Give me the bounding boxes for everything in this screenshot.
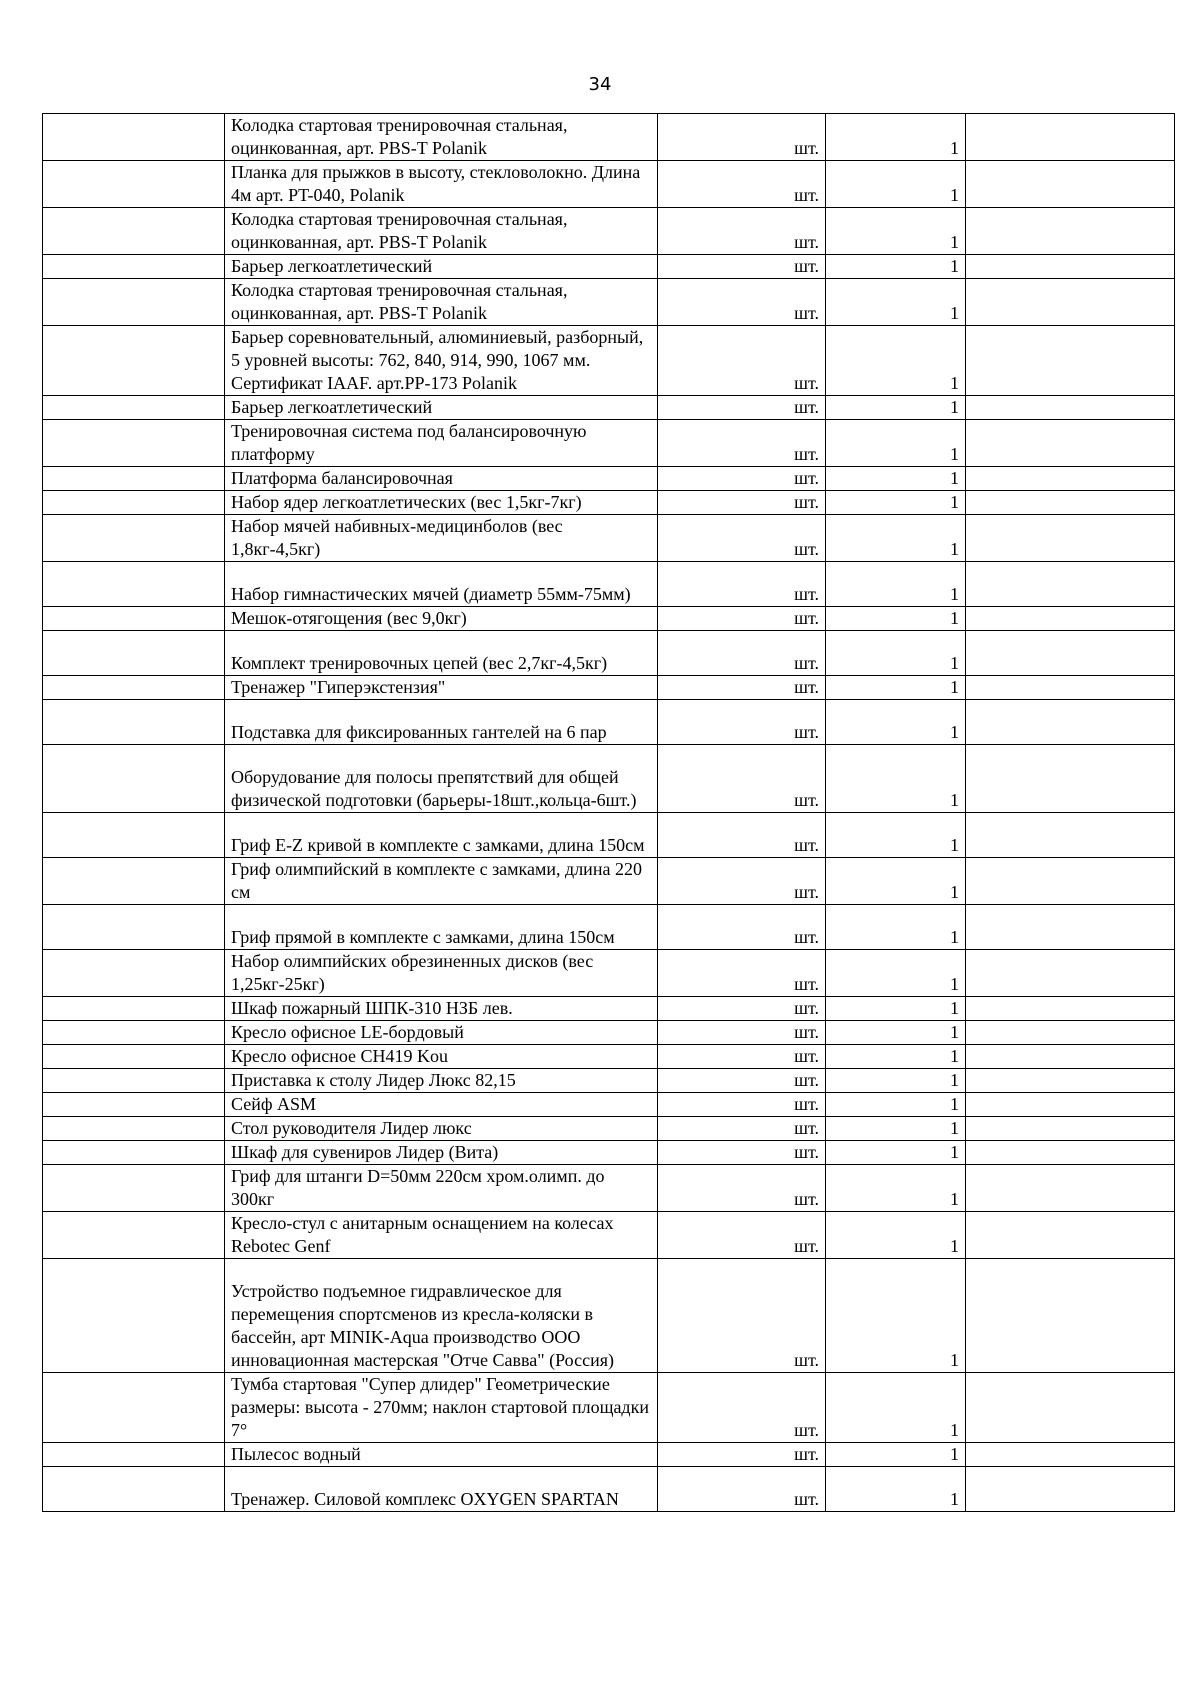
row-blank-cell [43,491,225,515]
row-extra-cell [966,396,1175,420]
item-qty-cell: 1 [826,1165,966,1212]
row-blank-cell [43,255,225,279]
item-name-cell: Тренировочная система под балансировочную платформу [225,420,658,467]
table-row [43,1045,1175,1069]
row-blank-cell [43,1212,225,1259]
item-qty-cell: 1 [826,161,966,208]
item-qty-cell: 1 [826,114,966,161]
row-blank-cell [43,997,225,1021]
item-unit-cell: шт. [658,631,826,676]
row-blank-cell [43,467,225,491]
item-qty-cell: 1 [826,1212,966,1259]
item-unit-cell: шт. [658,208,826,255]
item-name-cell: Набор гимнастических мячей (диаметр 55мм-75мм) [225,562,658,607]
item-unit-cell: шт. [658,745,826,813]
row-extra-cell [966,1165,1175,1212]
row-blank-cell [43,631,225,676]
item-unit-cell: шт. [658,1069,826,1093]
item-qty-cell: 1 [826,1093,966,1117]
table-row [43,1141,1175,1165]
item-name-cell: Набор ядер легкоатлетических (вес 1,5кг-7кг) [225,491,658,515]
row-blank-cell [43,208,225,255]
item-unit-cell: шт. [658,950,826,997]
item-name-cell: Тренажер "Гиперэкстензия" [225,676,658,700]
row-blank-cell [43,700,225,745]
row-extra-cell [966,950,1175,997]
item-qty-cell: 1 [826,700,966,745]
table-row [43,1259,1175,1373]
item-qty-cell: 1 [826,562,966,607]
row-extra-cell [966,813,1175,858]
item-name-cell: Комплект тренировочных цепей (вес 2,7кг-4,5кг) [225,631,658,676]
row-extra-cell [966,562,1175,607]
item-unit-cell: шт. [658,161,826,208]
row-blank-cell [43,1467,225,1512]
item-qty-cell: 1 [826,1373,966,1443]
item-qty-cell: 1 [826,208,966,255]
item-unit-cell: шт. [658,1093,826,1117]
item-unit-cell: шт. [658,420,826,467]
item-name-cell: Колодка стартовая тренировочная стальная, оцинкованная, арт. PBS-T Polanik [225,279,658,326]
row-extra-cell [966,676,1175,700]
item-name-cell: Гриф олимпийский в комплекте с замками, длина 220 см [225,858,658,905]
item-qty-cell: 1 [826,279,966,326]
item-name-cell: Гриф прямой в комплекте с замками, длина 150см [225,905,658,950]
item-unit-cell: шт. [658,515,826,562]
item-name-cell: Сейф ASM [225,1093,658,1117]
table-row [43,161,1175,208]
item-qty-cell: 1 [826,255,966,279]
table-row [43,1117,1175,1141]
inventory-table-body [43,114,1175,1512]
row-extra-cell [966,491,1175,515]
table-row [43,905,1175,950]
row-blank-cell [43,515,225,562]
row-blank-cell [43,1141,225,1165]
row-blank-cell [43,813,225,858]
item-unit-cell: шт. [658,905,826,950]
item-qty-cell: 1 [826,1021,966,1045]
item-name-cell: Барьер легкоатлетический [225,396,658,420]
item-unit-cell: шт. [658,1165,826,1212]
item-unit-cell: шт. [658,858,826,905]
item-qty-cell: 1 [826,631,966,676]
row-extra-cell [966,515,1175,562]
item-name-cell: Планка для прыжков в высоту, стекловолокно. Длина 4м арт. PT-040, Polanik [225,161,658,208]
row-extra-cell [966,1093,1175,1117]
table-row [43,208,1175,255]
item-unit-cell: шт. [658,607,826,631]
item-unit-cell: шт. [658,114,826,161]
row-extra-cell [966,326,1175,396]
row-blank-cell [43,745,225,813]
table-row [43,491,1175,515]
table-row [43,114,1175,161]
item-qty-cell: 1 [826,467,966,491]
row-blank-cell [43,1069,225,1093]
item-qty-cell: 1 [826,1443,966,1467]
table-row [43,279,1175,326]
item-qty-cell: 1 [826,1467,966,1512]
item-unit-cell: шт. [658,1467,826,1512]
row-extra-cell [966,1373,1175,1443]
item-unit-cell: шт. [658,467,826,491]
item-name-cell: Приставка к столу Лидер Люкс 82,15 [225,1069,658,1093]
row-extra-cell [966,114,1175,161]
item-qty-cell: 1 [826,420,966,467]
row-extra-cell [966,631,1175,676]
item-unit-cell: шт. [658,997,826,1021]
row-extra-cell [966,467,1175,491]
item-unit-cell: шт. [658,1141,826,1165]
table-row [43,562,1175,607]
table-row [43,631,1175,676]
item-name-cell: Гриф для штанги D=50мм 220см хром.олимп. до 300кг [225,1165,658,1212]
row-extra-cell [966,1259,1175,1373]
row-extra-cell [966,255,1175,279]
item-unit-cell: шт. [658,700,826,745]
item-unit-cell: шт. [658,813,826,858]
item-name-cell: Шкаф для сувениров Лидер (Вита) [225,1141,658,1165]
item-name-cell: Тренажер. Силовой комплекс OXYGEN SPARTAN [225,1467,658,1512]
item-qty-cell: 1 [826,326,966,396]
table-row [43,255,1175,279]
row-extra-cell [966,607,1175,631]
inventory-table [42,113,1175,1512]
item-qty-cell: 1 [826,607,966,631]
item-qty-cell: 1 [826,1045,966,1069]
table-row [43,326,1175,396]
page-number: 34 [588,74,612,95]
item-unit-cell: шт. [658,326,826,396]
row-blank-cell [43,420,225,467]
row-extra-cell [966,745,1175,813]
item-qty-cell: 1 [826,1141,966,1165]
table-row [43,396,1175,420]
item-qty-cell: 1 [826,396,966,420]
row-extra-cell [966,279,1175,326]
item-unit-cell: шт. [658,1373,826,1443]
row-blank-cell [43,676,225,700]
item-name-cell: Стол руководителя Лидер люкс [225,1117,658,1141]
table-row [43,1212,1175,1259]
row-extra-cell [966,905,1175,950]
item-name-cell: Тумба стартовая "Супер длидер" Геометрические размеры: высота - 270мм; наклон стартовой площадки 7° [225,1373,658,1443]
item-name-cell: Кресло-стул с анитарным оснащением на колесах Rebotec Genf [225,1212,658,1259]
item-name-cell: Пылесос водный [225,1443,658,1467]
table-row [43,676,1175,700]
item-qty-cell: 1 [826,905,966,950]
row-blank-cell [43,161,225,208]
row-extra-cell [966,1443,1175,1467]
table-row [43,1373,1175,1443]
item-unit-cell: шт. [658,1212,826,1259]
item-unit-cell: шт. [658,1443,826,1467]
item-qty-cell: 1 [826,1069,966,1093]
item-name-cell: Оборудование для полосы препятствий для общей физической подготовки (барьеры-18шт.,кольца-6шт.) [225,745,658,813]
item-unit-cell: шт. [658,396,826,420]
row-extra-cell [966,1069,1175,1093]
item-name-cell: Кресло офисное CH419 Kou [225,1045,658,1069]
item-name-cell: Набор мячей набивных-медицинболов (вес 1,8кг-4,5кг) [225,515,658,562]
item-unit-cell: шт. [658,1259,826,1373]
table-row [43,745,1175,813]
item-name-cell: Шкаф пожарный ШПК-310 НЗБ лев. [225,997,658,1021]
table-row [43,1165,1175,1212]
row-extra-cell [966,208,1175,255]
row-blank-cell [43,114,225,161]
item-qty-cell: 1 [826,676,966,700]
row-blank-cell [43,562,225,607]
table-row [43,1093,1175,1117]
item-name-cell: Кресло офисное LE-бордовый [225,1021,658,1045]
table-row [43,997,1175,1021]
row-blank-cell [43,279,225,326]
item-unit-cell: шт. [658,491,826,515]
row-extra-cell [966,1212,1175,1259]
item-name-cell: Колодка стартовая тренировочная стальная, оцинкованная, арт. PBS-T Polanik [225,114,658,161]
row-extra-cell [966,1117,1175,1141]
item-qty-cell: 1 [826,1259,966,1373]
row-extra-cell [966,1045,1175,1069]
table-row [43,1467,1175,1512]
table-row [43,858,1175,905]
table-row [43,700,1175,745]
row-blank-cell [43,1045,225,1069]
row-blank-cell [43,1021,225,1045]
row-blank-cell [43,607,225,631]
row-blank-cell [43,326,225,396]
item-name-cell: Гриф E-Z кривой в комплекте с замками, длина 150см [225,813,658,858]
row-extra-cell [966,420,1175,467]
table-row [43,813,1175,858]
table-row [43,1021,1175,1045]
item-qty-cell: 1 [826,813,966,858]
row-extra-cell [966,997,1175,1021]
item-qty-cell: 1 [826,950,966,997]
item-unit-cell: шт. [658,1021,826,1045]
row-blank-cell [43,950,225,997]
item-name-cell: Колодка стартовая тренировочная стальная, оцинкованная, арт. PBS-T Polanik [225,208,658,255]
item-qty-cell: 1 [826,1117,966,1141]
item-qty-cell: 1 [826,858,966,905]
item-name-cell: Барьер соревновательный, алюминиевый, разборный, 5 уровней высоты: 762, 840, 914, 990, 1067 мм. Сертификат IAAF. арт.PP-173 Polanik [225,326,658,396]
item-qty-cell: 1 [826,997,966,1021]
row-blank-cell [43,905,225,950]
table-row [43,420,1175,467]
item-unit-cell: шт. [658,562,826,607]
row-extra-cell [966,1141,1175,1165]
row-blank-cell [43,396,225,420]
item-unit-cell: шт. [658,255,826,279]
item-unit-cell: шт. [658,279,826,326]
item-name-cell: Мешок-отягощения (вес 9,0кг) [225,607,658,631]
item-qty-cell: 1 [826,745,966,813]
item-name-cell: Платформа балансировочная [225,467,658,491]
row-extra-cell [966,858,1175,905]
row-blank-cell [43,1373,225,1443]
row-blank-cell [43,1443,225,1467]
row-extra-cell [966,1467,1175,1512]
row-blank-cell [43,858,225,905]
row-extra-cell [966,1021,1175,1045]
row-blank-cell [43,1165,225,1212]
row-blank-cell [43,1117,225,1141]
item-name-cell: Барьер легкоатлетический [225,255,658,279]
row-blank-cell [43,1259,225,1373]
table-row [43,607,1175,631]
item-name-cell: Устройство подъемное гидравлическое для перемещения спортсменов из кресла-коляски в бассейн, арт MINIK-Aqua производство ООО инновационная мастерская "Отче Савва" (Россия) [225,1259,658,1373]
table-row [43,515,1175,562]
table-row [43,1069,1175,1093]
item-unit-cell: шт. [658,1117,826,1141]
item-qty-cell: 1 [826,515,966,562]
table-row [43,467,1175,491]
item-unit-cell: шт. [658,676,826,700]
item-name-cell: Подставка для фиксированных гантелей на 6 пар [225,700,658,745]
item-qty-cell: 1 [826,491,966,515]
item-name-cell: Набор олимпийских обрезиненных дисков (вес 1,25кг-25кг) [225,950,658,997]
row-extra-cell [966,700,1175,745]
row-blank-cell [43,1093,225,1117]
table-row [43,1443,1175,1467]
table-row [43,950,1175,997]
item-unit-cell: шт. [658,1045,826,1069]
row-extra-cell [966,161,1175,208]
